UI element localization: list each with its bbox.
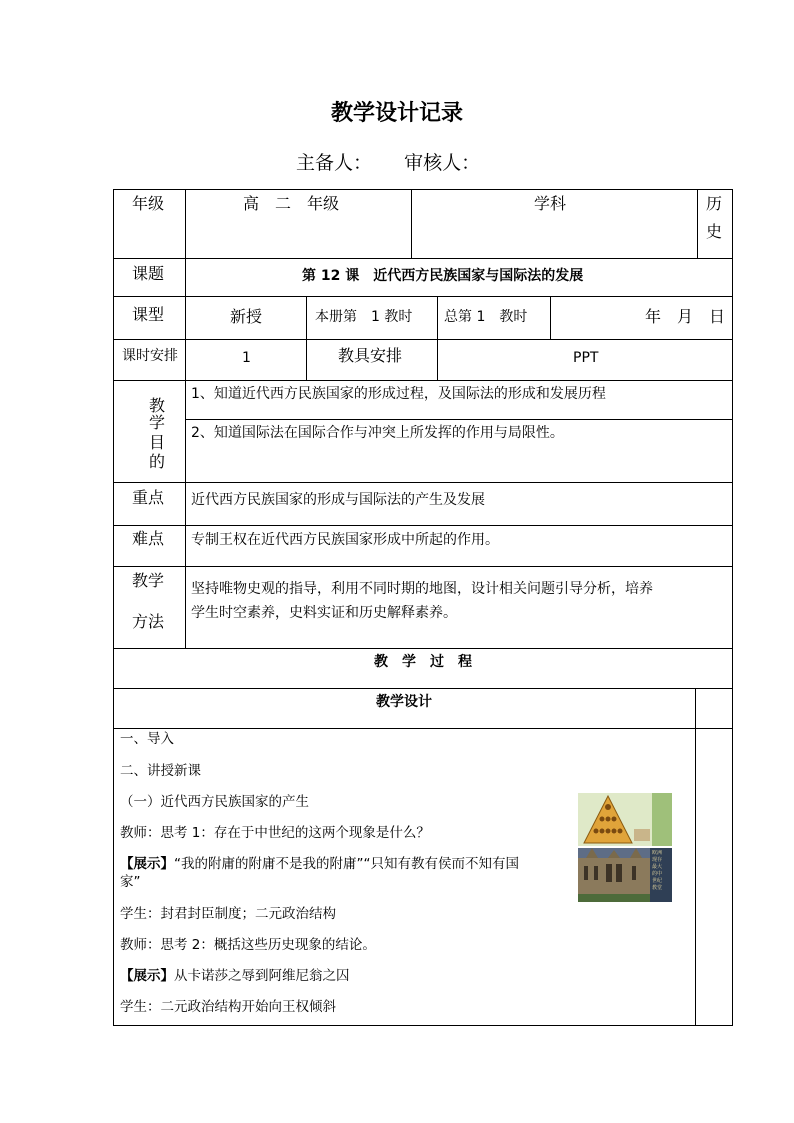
preparer-label: 主备人： bbox=[296, 152, 373, 174]
goal-label-2: 学 bbox=[149, 413, 166, 432]
total-hours: 总第 1 教时 bbox=[444, 309, 528, 325]
body-line-1: 一、导入 bbox=[120, 731, 174, 747]
goal-label-4: 的 bbox=[149, 452, 166, 471]
document-title: 教学设计记录 bbox=[330, 100, 463, 126]
goal-label-1: 教 bbox=[149, 396, 166, 415]
grade-value: 高 二 年级 bbox=[243, 194, 340, 213]
grade-label: 年级 bbox=[132, 194, 165, 213]
type-label: 课型 bbox=[132, 305, 165, 324]
body-line-5 bbox=[120, 855, 519, 874]
cathedral-image bbox=[578, 848, 672, 902]
subject-value-2: 史 bbox=[706, 222, 723, 241]
topic-value: 第 12 课 近代西方民族国家与国际法的发展 bbox=[302, 268, 584, 284]
body-line-2: 二、讲授新课 bbox=[120, 763, 201, 779]
topic-label: 课题 bbox=[132, 264, 165, 283]
book-hours: 本册第 1 教时 bbox=[315, 309, 413, 325]
subject-label: 学科 bbox=[534, 194, 567, 213]
hours-label: 课时安排 bbox=[122, 348, 178, 364]
method-label-1: 教学 bbox=[132, 571, 165, 590]
process-heading: 教 学 过 程 bbox=[374, 654, 472, 670]
key-value: 近代西方民族国家的形成与国际法的产生及发展 bbox=[191, 492, 485, 508]
body-line-5-cont: 家” bbox=[120, 874, 141, 890]
difficulty-value: 专制王权在近代西方民族国家形成中所起的作用。 bbox=[191, 532, 499, 548]
reviewer-label: 审核人： bbox=[404, 152, 481, 174]
date-field: 年 月 日 bbox=[645, 307, 726, 326]
hours-value: 1 bbox=[242, 350, 251, 366]
body-line-9: 学生：二元政治结构开始向王权倾斜 bbox=[120, 999, 336, 1015]
method-line-1: 坚持唯物史观的指导，利用不同时期的地图，设计相关问题引导分析，培养 bbox=[191, 581, 653, 597]
show-tag: 【展示】 bbox=[120, 856, 174, 872]
goal-1: 1、知道近代西方民族国家的形成过程，及国际法的形成和发展历程 bbox=[191, 386, 606, 402]
body-line-6: 学生：封君封臣制度；二元政治结构 bbox=[120, 906, 336, 922]
tools-value: PPT bbox=[573, 350, 599, 366]
design-heading: 教学设计 bbox=[376, 694, 432, 710]
body-line-3: （一）近代西方民族国家的产生 bbox=[120, 794, 309, 810]
body-line-4: 教师：思考 1：存在于中世纪的这两个现象是什么？ bbox=[120, 825, 430, 841]
feudal-pyramid-image bbox=[578, 793, 672, 846]
method-label-2: 方法 bbox=[132, 612, 165, 631]
body-line-5-text: “我的附庸的附庸不是我的附庸”“只知有教有侯而不知有国 bbox=[174, 856, 519, 872]
body-line-8-text: 从卡诺莎之辱到阿维尼翁之囚 bbox=[174, 968, 350, 984]
key-label: 重点 bbox=[132, 488, 165, 507]
difficulty-label: 难点 bbox=[132, 529, 165, 548]
method-line-2: 学生时空素养，史料实证和历史解释素养。 bbox=[191, 605, 457, 621]
cathedral-caption: 欧洲 现存 最大 的中 世纪 教堂 bbox=[652, 850, 663, 891]
show-tag: 【展示】 bbox=[120, 968, 174, 984]
type-value: 新授 bbox=[230, 307, 263, 326]
body-line-7: 教师：思考 2：概括这些历史现象的结论。 bbox=[120, 937, 376, 953]
body-line-8 bbox=[120, 967, 350, 986]
subject-value-1: 历 bbox=[706, 194, 723, 213]
goal-label-3: 目 bbox=[149, 433, 166, 452]
goal-2: 2、知道国际法在国际合作与冲突上所发挥的作用与局限性。 bbox=[191, 425, 564, 441]
tools-label: 教具安排 bbox=[338, 346, 403, 365]
